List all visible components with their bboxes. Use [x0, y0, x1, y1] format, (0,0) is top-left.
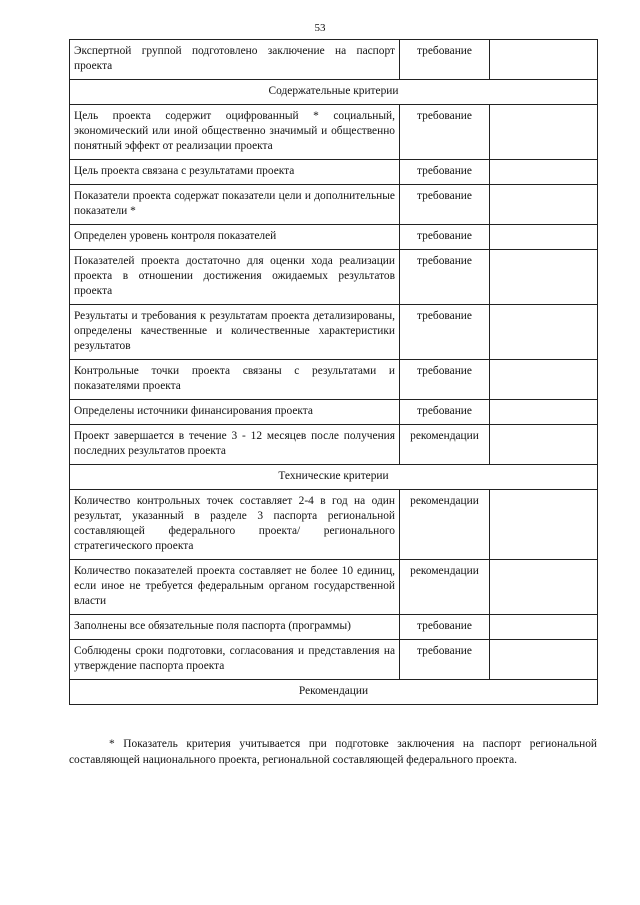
- requirement-type-cell: требование: [400, 640, 490, 680]
- section-title: Содержательные критерии: [70, 80, 598, 105]
- criterion-cell: Определены источники финансирования проекта: [70, 400, 400, 425]
- criteria-row: [70, 160, 598, 185]
- criterion-cell: Заполнены все обязательные поля паспорта (программы): [70, 615, 400, 640]
- requirement-type-cell: требование: [400, 40, 490, 80]
- requirement-type-cell: требование: [400, 225, 490, 250]
- section-header-row: [70, 680, 598, 705]
- requirement-type-cell: рекомендации: [400, 425, 490, 465]
- requirement-type-cell: требование: [400, 250, 490, 305]
- assessment-cell: [490, 160, 598, 185]
- assessment-cell: [490, 40, 598, 80]
- section-title: Технические критерии: [70, 465, 598, 490]
- assessment-cell: [490, 305, 598, 360]
- requirement-type-cell: рекомендации: [400, 560, 490, 615]
- requirement-type-cell: требование: [400, 615, 490, 640]
- assessment-cell: [490, 400, 598, 425]
- assessment-cell: [490, 640, 598, 680]
- assessment-cell: [490, 425, 598, 465]
- criterion-cell: Цель проекта содержит оцифрованный * социальный, экономический или иной общественно значимый и общественно понятный эффект от реализации проекта: [70, 105, 400, 160]
- criterion-cell: Соблюдены сроки подготовки, согласования и представления на утверждение паспорта проекта: [70, 640, 400, 680]
- criteria-row: [70, 360, 598, 400]
- assessment-cell: [490, 615, 598, 640]
- criterion-cell: Результаты и требования к результатам проекта детализированы, определены качественные и количественные характеристики результатов: [70, 305, 400, 360]
- criterion-cell: Экспертной группой подготовлено заключение на паспорт проекта: [70, 40, 400, 80]
- criteria-row: [70, 640, 598, 680]
- criteria-row: [70, 425, 598, 465]
- assessment-cell: [490, 225, 598, 250]
- page-number: 53: [314, 22, 326, 34]
- requirement-type-cell: требование: [400, 105, 490, 160]
- criteria-row: [70, 250, 598, 305]
- criteria-row: [70, 560, 598, 615]
- criteria-table: [69, 39, 598, 705]
- criteria-table-body: [70, 40, 598, 705]
- assessment-cell: [490, 105, 598, 160]
- assessment-cell: [490, 250, 598, 305]
- criterion-cell: Количество контрольных точек составляет 2-4 в год на один результат, указанный в разделе 3 паспорта региональной составляющей федерального проекта/ регионального стратегического проекта: [70, 490, 400, 560]
- criterion-cell: Цель проекта связана с результатами проекта: [70, 160, 400, 185]
- criteria-row: [70, 615, 598, 640]
- criteria-row: [70, 400, 598, 425]
- requirement-type-cell: требование: [400, 185, 490, 225]
- requirement-type-cell: требование: [400, 360, 490, 400]
- criterion-cell: Количество показателей проекта составляет не более 10 единиц, если иное не требуется федеральным органом государственной власти: [70, 560, 400, 615]
- assessment-cell: [490, 560, 598, 615]
- criteria-row: [70, 185, 598, 225]
- footnote: * Показатель критерия учитывается при подготовке заключения на паспорт региональной составляющей национального проекта, региональной составляющей федерального проекта.: [69, 738, 597, 766]
- requirement-type-cell: требование: [400, 160, 490, 185]
- requirement-type-cell: рекомендации: [400, 490, 490, 560]
- criterion-cell: Определен уровень контроля показателей: [70, 225, 400, 250]
- criterion-cell: Показатели проекта содержат показатели цели и дополнительные показатели *: [70, 185, 400, 225]
- criteria-row: [70, 105, 598, 160]
- assessment-cell: [490, 360, 598, 400]
- criteria-row: [70, 40, 598, 80]
- criterion-cell: Проект завершается в течение 3 - 12 месяцев после получения последних результатов проекта: [70, 425, 400, 465]
- assessment-cell: [490, 490, 598, 560]
- requirement-type-cell: требование: [400, 305, 490, 360]
- criteria-row: [70, 305, 598, 360]
- criterion-cell: Контрольные точки проекта связаны с результатами и показателями проекта: [70, 360, 400, 400]
- section-header-row: [70, 80, 598, 105]
- criteria-row: [70, 225, 598, 250]
- assessment-cell: [490, 185, 598, 225]
- criterion-cell: Показателей проекта достаточно для оценки хода реализации проекта в отношении достижения ожидаемых результатов проекта: [70, 250, 400, 305]
- section-header-row: [70, 465, 598, 490]
- criteria-row: [70, 490, 598, 560]
- section-title: Рекомендации: [70, 680, 598, 705]
- requirement-type-cell: требование: [400, 400, 490, 425]
